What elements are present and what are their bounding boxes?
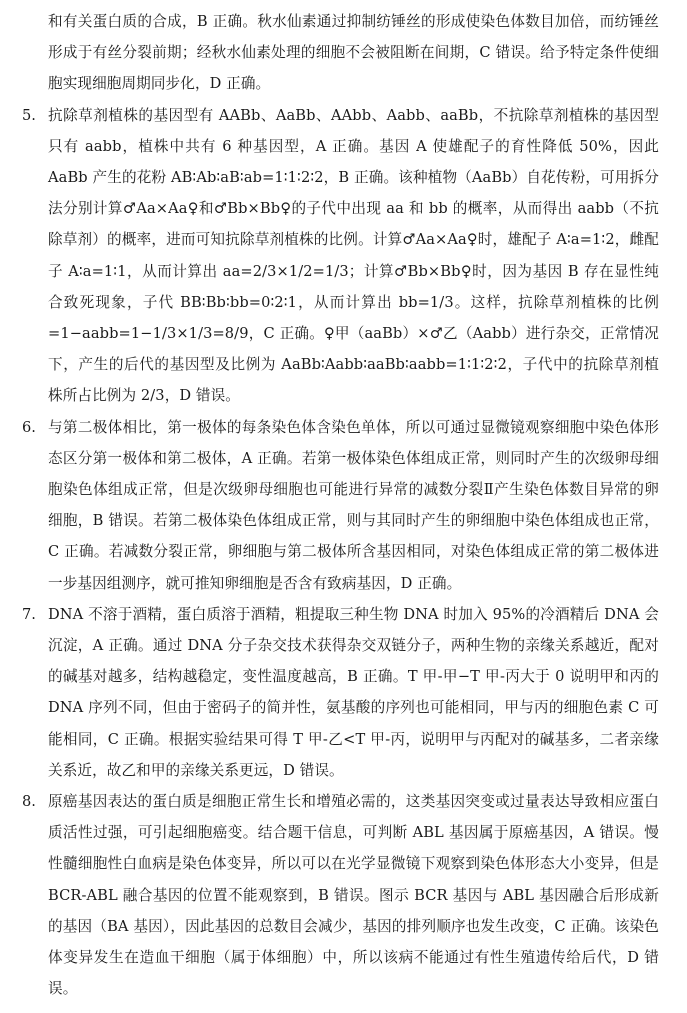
item-number: 8. <box>22 793 36 811</box>
answer-item-7 <box>22 599 659 786</box>
item-text: DNA 不溶于酒精，蛋白质溶于酒精，粗提取三种生物 DNA 时加入 95%的冷酒精后 DNA 会沉淀，A 正确。通过 DNA 分子杂交技术获得杂交双链分子，两种生物的亲缘关系越近，配对的碱基对越多，结构越稳定，变性温度越高，B 正确。T 甲-甲−T 甲-丙大于 0 说明甲和丙的 DNA 序列不同，但由于密码子的简并性，氨基酸的序列也可能相同，甲与丙的细胞色素 C 可能相同，C 正确。根据实验结果可得 T 甲-乙<T 甲-丙，说明甲与丙配对的碱基多，二者亲缘关系近，故乙和甲的亲缘关系更远，D 错误。 <box>48 605 659 779</box>
item-text: 与第二极体相比，第一极体的每条染色体含染色单体，所以可通过显微镜观察细胞中染色体形态区分第一极体和第二极体，A 正确。若第一极体染色体组成正常，则同时产生的次级卵母细胞染色体组成正常，但是次级卵母细胞也可能进行异常的减数分裂Ⅱ产生染色体数目异常的卵细胞，B 错误。若第二极体染色体组成正常，则与其同时产生的卵细胞中染色体组成也正常，C 正确。若减数分裂正常，卵细胞与第二极体所含基因相同，对染色体组成正常的第二极体进一步基因组测序，就可推知卵细胞是否含有致病基因，D 正确。 <box>48 418 659 592</box>
item-number: 5. <box>22 106 36 124</box>
answer-item-8 <box>22 786 659 1004</box>
item-number: 7. <box>22 605 36 623</box>
continuation-paragraph: 和有关蛋白质的合成，B 正确。秋水仙素通过抑制纺锤丝的形成使染色体数目加倍，而纺锤丝形成于有丝分裂前期；经秋水仙素处理的细胞不会被阻断在间期，C 错误。给予特定条件使细胞实现细胞周期同步化，D 正确。 <box>48 13 659 93</box>
item-text: 原癌基因表达的蛋白质是细胞正常生长和增殖必需的，这类基因突变或过量表达导致相应蛋白质活性过强，可引起细胞癌变。结合题干信息，可判断 ABL 基因属于原癌基因，A 错误。慢性髓细胞性白血病是染色体变异，所以可以在光学显微镜下观察到染色体形态大小变异，但是 BCR-ABL 融合基因的位置不能观察到，B 错误。图示 BCR 基因与 ABL 基因融合后形成新的基因（BA 基因），因此基因的总数目会减少，基因的排列顺序也发生改变，C 正确。该染色体变异发生在造血干细胞（属于体细胞）中，所以该病不能通过有性生殖遗传给后代，D 错误。 <box>48 793 659 998</box>
item-number: 6. <box>22 418 36 436</box>
answer-item-6 <box>22 412 659 599</box>
answer-item-5 <box>22 100 659 412</box>
item-text: 抗除草剂植株的基因型有 AABb、AaBb、AAbb、Aabb、aaBb，不抗除草剂植株的基因型只有 aabb，植株中共有 6 种基因型，A 正确。基因 A 使雄配子的育性降低 50%，因此 AaBb 产生的花粉 AB∶Ab∶aB∶ab=1∶1∶2∶2，B 正确。该种植物（AaBb）自花传粉，可用拆分法分别计算♂Aa×Aa♀和♂Bb×Bb♀的子代中出现 aa 和 bb 的概率，从而得出 aabb（不抗除草剂）的概率，进而可知抗除草剂植株的比例。计算♂Aa×Aa♀时，雄配子 A∶a=1∶2，雌配子 A∶a=1∶1，从而计算出 aa=2/3×1/2=1/3；计算♂Bb×Bb♀时，因为基因 B 存在显性纯合致死现象，子代 BB∶Bb∶bb=0∶2∶1，从而计算出 bb=1/3。这样，抗除草剂植株的比例=1−aabb=1−1/3×1/3=8/9，C 正确。♀甲（aaBb）×♂乙（Aabb）进行杂交，正常情况下，产生的后代的基因型及比例为 AaBb∶Aabb∶aaBb∶aabb=1∶1∶2∶2，子代中的抗除草剂植株所占比例为 2/3，D 错误。 <box>48 106 659 405</box>
